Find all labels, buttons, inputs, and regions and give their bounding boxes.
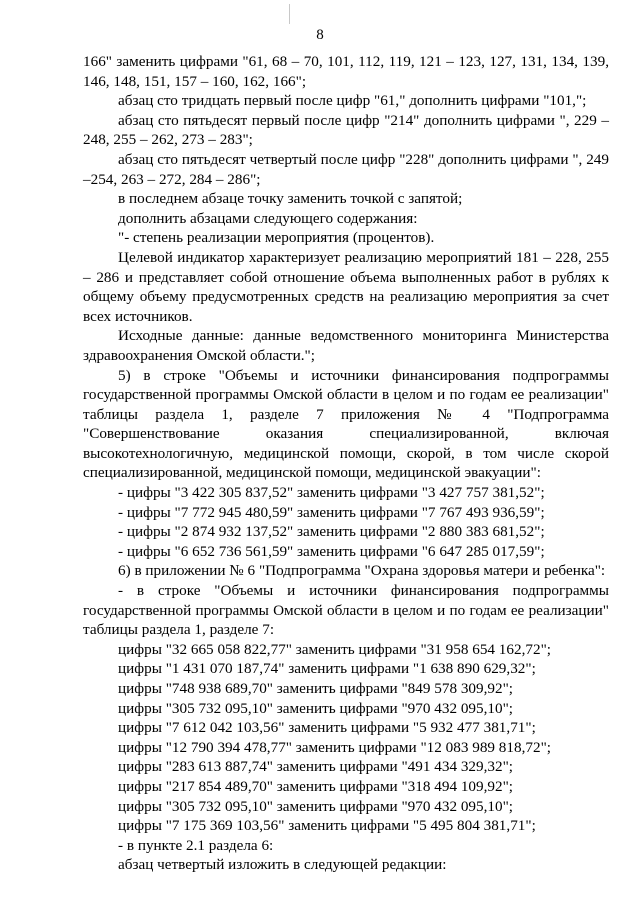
paragraph: абзац сто тридцать первый после цифр "61," дополнить цифрами "101,"; <box>118 92 587 110</box>
paragraph: 5) в строке "Объемы и источники финансирования подпрограммы государственной программы Омской области в целом и по годам ее реализации" таблицы раздела 1, разделе 7 приложения № 4 "Подпрограмма "Совершенствование оказания специализированной, включая высокотехнологичную, медицинской помощи, скорой, в том числе скорой специализированной, медицинской помощи, медицинской эвакуации": <box>83 366 609 482</box>
list-item: - цифры "6 652 736 561,59" заменить цифрами "6 647 285 017,59"; <box>118 542 545 560</box>
paragraph: - в пункте 2.1 раздела 6: <box>118 836 274 854</box>
list-item: - цифры "2 874 932 137,52" заменить цифрами "2 880 383 681,52"; <box>118 523 545 541</box>
list-item: цифры "217 854 489,70" заменить цифрами "318 494 109,92"; <box>118 777 514 795</box>
list-item: цифры "305 732 095,10" заменить цифрами "970 432 095,10"; <box>118 699 514 717</box>
paragraph: Исходные данные: данные ведомственного мониторинга Министерства здравоохранения Омской области."; <box>83 327 609 364</box>
list-item: цифры "32 665 058 822,77" заменить цифрами "31 958 654 162,72"; <box>118 640 551 658</box>
paragraph: 6) в приложении № 6 "Подпрограмма "Охрана здоровья матери и ребенка": <box>118 562 606 580</box>
list-item: цифры "7 175 369 103,56" заменить цифрами "5 495 804 381,71"; <box>118 817 536 835</box>
page-fold-mark <box>289 4 290 24</box>
paragraph: - в строке "Объемы и источники финансирования подпрограммы государственной программы Омской области в целом и по годам ее реализации" таблицы раздела 1, разделе 7: <box>83 582 609 639</box>
list-item: цифры "1 431 070 187,74" заменить цифрами "1 638 890 629,32"; <box>118 660 536 678</box>
paragraph: "- степень реализации мероприятия (процентов). <box>118 229 435 247</box>
list-item: цифры "12 790 394 478,77" заменить цифрами "12 083 989 818,72"; <box>118 738 551 756</box>
list-item: цифры "7 612 042 103,56" заменить цифрами "5 932 477 381,71"; <box>118 719 536 737</box>
page-number: 8 <box>316 27 324 43</box>
paragraph: 166" заменить цифрами "61, 68 – 70, 101, 112, 119, 121 – 123, 127, 131, 134, 139, 146, 148, 151, 157 – 160, 162, 166"; <box>83 53 609 90</box>
list-item: цифры "283 613 887,74" заменить цифрами "491 434 329,32"; <box>118 758 514 776</box>
list-item: - цифры "3 422 305 837,52" заменить цифрами "3 427 757 381,52"; <box>118 484 545 502</box>
list-item: цифры "305 732 095,10" заменить цифрами "970 432 095,10"; <box>118 797 514 815</box>
paragraph: абзац четвертый изложить в следующей редакции: <box>118 856 447 874</box>
paragraph: абзац сто пятьдесят первый после цифр "214" дополнить цифрами ", 229 – 248, 255 – 262, 273 – 283"; <box>83 111 609 149</box>
list-item: цифры "748 938 689,70" заменить цифрами "849 578 309,92"; <box>118 680 514 697</box>
paragraph: абзац сто пятьдесят четвертый после цифр "228" дополнить цифрами ", 249 –254, 263 – 272, 284 – 286"; <box>83 150 609 188</box>
paragraph: в последнем абзаце точку заменить точкой с запятой; <box>118 190 463 208</box>
paragraph: дополнить абзацами следующего содержания: <box>118 209 418 227</box>
document-body <box>83 52 609 875</box>
list-item: - цифры "7 772 945 480,59" заменить цифрами "7 767 493 936,59"; <box>118 503 545 521</box>
paragraph: Целевой индикатор характеризует реализацию мероприятий 181 – 228, 255 – 286 и представляет собой отношение объема выполненных работ в рублях к общему объему предусмотренных средств на реализацию мероприятия за счет всех источников. <box>83 248 609 325</box>
